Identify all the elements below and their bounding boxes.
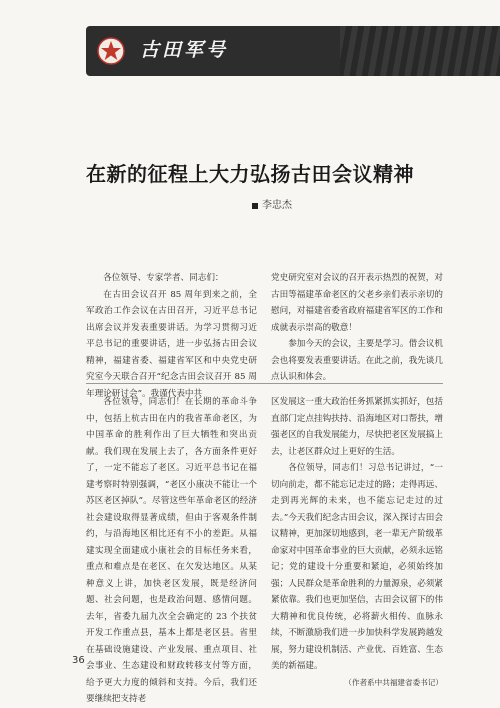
paragraph: 党史研究室对会议的召开表示热烈的祝贺，对古田等福建革命老区的父老乡亲们表示亲切的慰问，对福建省委省政府福建省军区的工作和成就表示崇高的敬意！ — [271, 273, 443, 333]
paragraph: 各位领导、专家学者、同志们： — [103, 273, 224, 283]
bullet-square-icon — [252, 203, 258, 209]
author-affiliation-note: （作者系中共福建省委书记） — [344, 677, 443, 687]
article-title: 在新的征程上大力弘扬古田会议精神 — [86, 162, 414, 186]
intro-right-column — [271, 270, 443, 386]
paragraph: 各位领导，同志们！习总书记讲过，“一切向前走，都不能忘记走过的路；走得再远、走到再光辉的未来，也不能忘记走过的过去。”今天我们纪念古田会议，深入探讨古田会议精神，更加深切地感到，老一辈无产阶级革命家对中国革命事业的巨大贡献，必须永远铭记；党的建设十分重要和紧迫，必须始终加强；人民群众是革命胜利的力量源泉，必须紧紧依靠。我们也更加坚信，古田会议留下的伟大精神和优良传统，必将薪火相传、血脉永续，不断激励我们进一步加快科学发展跨越发展，努力建设机制活、产业优、百姓富、生态美的新福建。 — [271, 463, 443, 671]
paragraph: 各位领导，同志们！在长期的革命斗争中，包括上杭古田在内的我省革命老区，为中国革命的胜利作出了巨大牺牲和突出贡献。我们现在发展上去了，各方面条件更好了，一定不能忘了老区。习近平总书记在福建考察时特别强调，“老区小康决不能让一个苏区老区掉队”。尽管这些年革命老区的经济社会建设取得显著成绩，但由于客观条件制约，与沿海地区相比还有不小的差距。从福建实现全面建成小康社会的目标任务来看，重点和难点是在老区、在欠发达地区。从某种意义上讲，加快老区发展，既是经济问题、社会问题，也是政治问题、感情问题。去年，省委九届九次全会确定的 23 个扶贫开发工作重点县，基本上都是老区县。省里在基础设施建设、产业发展、重点项目、社会事业、生态建设和财政转移支付等方面，给予更大力度的倾斜和支持。今后，我们还要继续把支持老 — [86, 397, 257, 704]
body-left-column — [86, 394, 257, 708]
byline — [252, 196, 292, 211]
red-star-emblem-icon — [96, 36, 126, 66]
page-number: 36 — [72, 655, 85, 666]
author-name: 李忠杰 — [262, 200, 292, 211]
paragraph: 在古田会议召开 85 周年到来之前，全军政治工作会议在古田召开，习近平总书记出席会议并发表重要讲话。为学习贯彻习近平总书记的重要讲话，进一步弘扬古田会议精神，福建省委、福建省军区和中央党史研究室今天联合召开“纪念古田会议召开 85 周年理论研讨会”。我谨代表中共 — [86, 289, 257, 399]
paragraph: 参加今天的会议，主要是学习。借会议机会也将要发表重要讲话。在此之前，我先谈几点认识和体会。 — [271, 339, 443, 382]
body-right-column — [271, 394, 443, 691]
banner-texture — [340, 26, 500, 76]
paragraph: 区发展这一重大政治任务抓紧抓实抓好，包括直部门定点挂钩扶持、沿海地区对口帮扶，增强老区的自我发展能力，尽快把老区发展搞上去，让老区群众过上更好的生活。 — [271, 397, 443, 457]
section-title: 古田军号 — [140, 39, 229, 61]
section-divider — [86, 383, 443, 384]
